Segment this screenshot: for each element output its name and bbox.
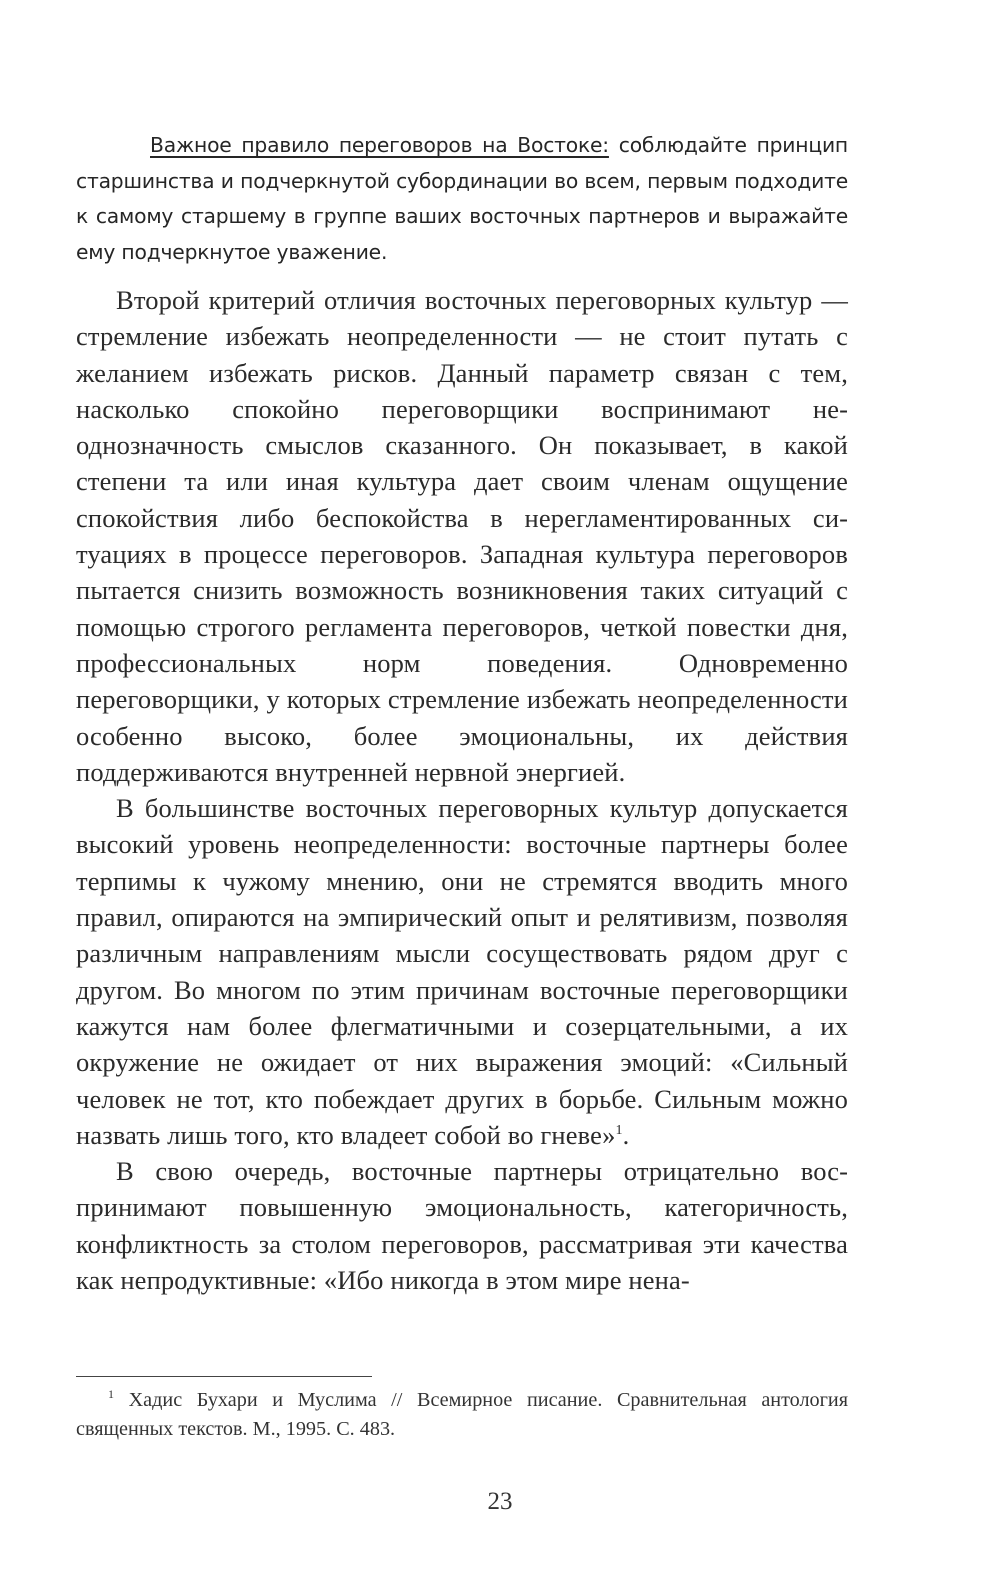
paragraph-1: Второй критерий отличия восточных переговорных культур — стремление избежать неопределенности — не стоит путать с желанием избежать рисков. Данный параметр связан с тем, насколько спокойно переговорщики воспринимают неоднозначность смыслов сказанного. Он показывает, в какой степени та или иная культура дает своим членам ощущение спокойствия либо беспокойства в нерегламентированных ситуациях в процессе переговоров. Западная культура переговоров пытается снизить возможность возникновения таких ситуаций с помощью строгого регламента переговоров, четкой повестки дня, профессиональных норм поведения. Одновременно переговорщики, у которых стремление избежать неопределенности особенно высоко, более эмоциональны, их действия поддерживаются внутренней нервной энергией. <box>76 285 848 787</box>
paragraph-2-end: . <box>622 1119 630 1150</box>
footnote-reference[interactable]: 1 <box>615 1122 623 1138</box>
footnote <box>76 1386 848 1444</box>
paragraph-3: В свою очередь, восточные партнеры отрицательно воспринимают повышенную эмоциональность, категоричность, конфликтность за столом переговоров, рассматривая эти качества как непродуктивные: «Ибо никогда в этом мире нена- <box>76 1156 848 1296</box>
footnote-text: Хадис Бухари и Муслима // Всемирное писание. Сравнительная антология священных текстов. М., 1995. С. 483. <box>76 1389 848 1440</box>
footnote-divider <box>76 1376 372 1377</box>
page-number: 23 <box>487 1488 513 1515</box>
paragraph-2-text: В большинстве восточных переговорных культур допускается высокий уровень неопределенности: восточные партнеры более терпимы к чужому мнению, они не стремятся вводить много правил, опираются на эмпирический опыт и релятивизм, позволяя различным направлениям мысли сосуществовать рядом друг с другом. Во многом по этим причинам восточные переговорщики кажутся нам более флегматичными и созерцательными, а их окружение не ожидает от них выражения эмоций: «Сильный человек не тот, кто побеждает других в борьбе. Сильным можно назвать лишь того, кто владеет собой во гневе» <box>76 793 848 1150</box>
callout-lead: Важное правило переговоров на Востоке: <box>150 133 609 157</box>
callout-rule <box>76 128 848 270</box>
callout-text: соблюдайте принцип старшинства и подчеркнутой субординации во всем, первым подходите к самому старшему в группе ваших восточных партнеров и выражайте ему подчеркнутое уважение. <box>76 133 848 264</box>
page-body <box>76 128 848 1298</box>
paragraph-2 <box>76 790 848 1153</box>
footnote-marker: 1 <box>108 1387 114 1401</box>
